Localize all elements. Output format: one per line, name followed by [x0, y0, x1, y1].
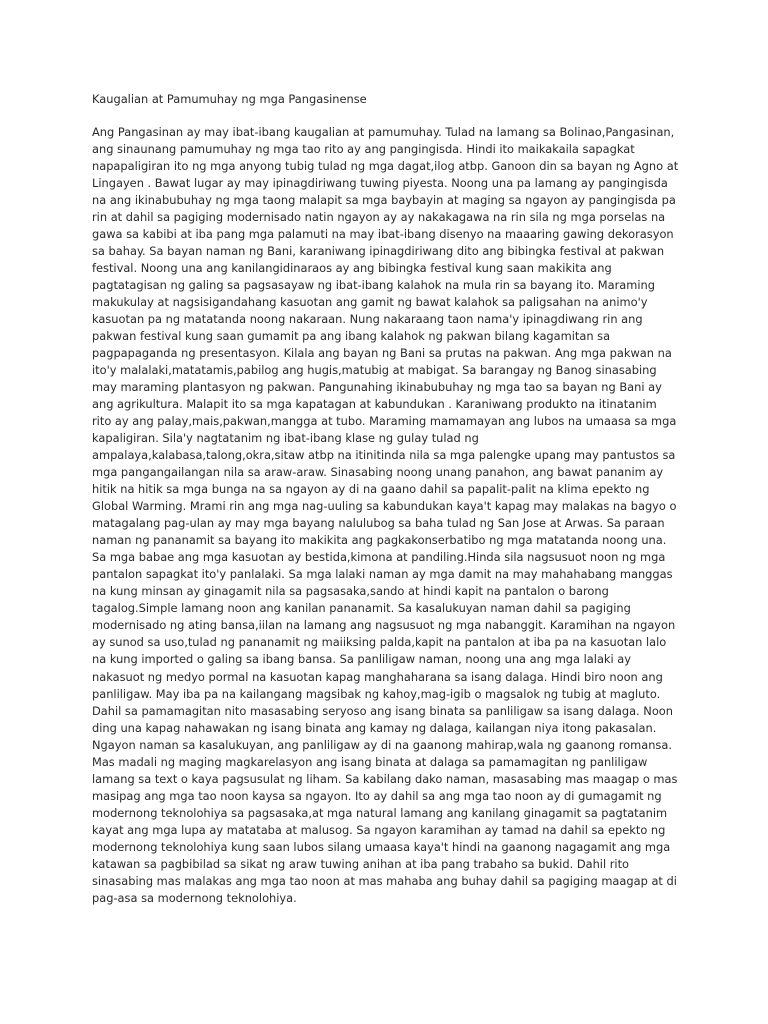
- body-text-line: nakasuot ng medyo pormal na kasuotan kapag manghaharana sa isang dalaga. Hindi biro noon ang: [92, 669, 663, 684]
- body-text-line: ito'y malalaki,matatamis,pabilog ang hugis,matubig at mabigat. Sa barangay ng Banog sinasabing: [92, 363, 657, 378]
- body-text-line: kasuotan pa ng matatanda noong nakaraan. Nung nakaraang taon nama'y ipinagdiwang rin ang: [92, 312, 643, 327]
- body-text-line: tagalog.Simple lamang noon ang kanilan pananamit. Sa kasalukuyan naman dahil sa pagiging: [92, 601, 631, 616]
- body-text-line: ang agrikultura. Malapit ito sa mga kapatagan at kabundukan . Karaniwang produkto na itinatanim: [92, 397, 657, 412]
- body-text-line: naman ng pananamit sa bayang ito makikita ang pagkakonserbatibo ng mga matatanda noong una.: [92, 533, 667, 548]
- body-text-line: ang sinaunang pamumuhay ng mga tao rito ay ang pangingisda. Hindi ito maikakaila sapagkat: [92, 142, 635, 157]
- body-text-line: na kung imported o galing sa ibang bansa. Sa panliligaw naman, noong una ang mga lalaki ay: [92, 652, 632, 667]
- body-text-line: Mas madali ng maging magkarelasyon ang isang binata at dalaga sa pamamagitan ng panliligaw: [92, 754, 648, 769]
- body-text-line: modernong teknolohiya kung saan lubos silang umaasa kaya't hindi na gaanong nagagamit ang mga: [92, 839, 671, 854]
- body-text-line: may maraming plantasyon ng pakwan. Pangunahing ikinabubuhay ng mga tao sa bayan ng Bani ay: [92, 380, 662, 395]
- body-text-line: sinasabing mas malakas ang mga tao noon at mas mahaba ang buhay dahil sa pagiging maagap at di: [92, 873, 677, 888]
- body-text-line: rin at dahil sa pagiging modernisado natin ngayon ay ay nakakagawa na rin sila ng mga porselas na: [92, 210, 666, 225]
- body-text-line: modernisado ng ating bansa,iilan na lamang ang nagsusuot ng mga nabanggit. Karamihan na ngayon: [92, 618, 676, 633]
- body-text-line: Lingayen . Bawat lugar ay may ipinagdiriwang tuwing piyesta. Noong una pa lamang ay pangingisda: [92, 176, 668, 191]
- body-text-line: kayat ang mga lupa ay matataba at malusog. Sa ngayon karamihan ay tamad na dahil sa epekto ng: [92, 822, 666, 837]
- document-body: [92, 124, 726, 907]
- body-text-line: Sa mga babae ang mga kasuotan ay bestida,kimona at pandiling.Hinda sila nagsusuot noon ng mga: [92, 550, 666, 565]
- body-text-line: Ang Pangasinan ay may ibat-ibang kaugalian at pamumuhay. Tulad na lamang sa Bolinao,Pangasinan,: [92, 125, 675, 139]
- body-text-line: makukulay at nagsisigandahang kasuotan ang gamit ng bawat kalahok sa paligsahan na animo'y: [92, 295, 648, 310]
- body-text-line: pagpapaganda ng presentasyon. Kilala ang bayan ng Bani sa prutas na pakwan. Ang mga pakwan na: [92, 346, 672, 361]
- body-text-line: mga pangangailangan nila sa araw-araw. Sinasabing noong unang panahon, ang bawat pananim ay: [92, 465, 664, 480]
- body-text-line: lamang sa text o kaya pagsusulat ng liham. Sa kabilang dako naman, masasabing mas maagap o mas: [92, 771, 678, 786]
- body-text-line: hitik na hitik sa mga bunga na sa ngayon ay di na gaano dahil sa papalit-palit na klima epekto ng: [92, 482, 650, 497]
- body-text-line: na kung minsan ay ginagamit nila sa pagsasaka,sando at hindi kapit na pantalon o barong: [92, 584, 609, 599]
- body-text-line: katawan sa pagbibilad sa sikat ng araw tuwing anihan at iba pang trabaho sa bukid. Dahil rito: [92, 856, 630, 871]
- body-text-line: ay sunod sa uso,tulad ng pananamit ng maiiksing palda,kapit na pantalon at iba pa na kasuotan lalo: [92, 635, 667, 650]
- body-text-line: ding una kapag nahawakan ng isang binata ang kamay ng dalaga, kailangan niya itong pakasalan.: [92, 720, 657, 735]
- body-text-line: Dahil sa pamamagitan nito masasabing seryoso ang isang binata sa panliligaw sa isang dalaga. Noon: [92, 703, 673, 718]
- body-text-line: pakwan festival kung saan gumamit pa ang ibang kalahok ng pakwan bilang kagamitan sa: [92, 329, 611, 344]
- body-text-line: kapaligiran. Sila'y nagtatanim ng ibat-ibang klase ng gulay tulad ng: [92, 431, 479, 446]
- body-text-line: panliligaw. May iba pa na kailangang magsibak ng kahoy,mag-igib o magsalok ng tubig at magluto.: [92, 686, 661, 701]
- body-text-line: sa bahay. Sa bayan naman ng Bani, karaniwang ipinagdiriwang dito ang bibingka festival at pakwan: [92, 244, 665, 259]
- body-text-line: modernong teknolohiya sa pagsasaka,at mga natural lamang ang kanilang ginagamit sa pagtatanim: [92, 805, 668, 820]
- body-text-line: pagtatagisan ng galing sa pagsasayaw ng ibat-ibang kalahok na mula rin sa bayang ito. Maraming: [92, 278, 655, 293]
- body-text-line: pantalon sapagkat ito'y panlalaki. Sa mga lalaki naman ay mga damit na may mahahabang manggas: [92, 567, 673, 582]
- body-text-line: ampalaya,kalabasa,talong,okra,sitaw atbp na itinitinda nila sa mga palengke upang may pantustos sa: [92, 448, 676, 463]
- body-text-line: rito ay ang palay,mais,pakwan,mangga at tubo. Maraming mamamayan ang lubos na umaasa sa mga: [92, 414, 677, 429]
- body-text-line: napapaligiran ito ng mga anyong tubig tulad ng mga dagat,ilog atbp. Ganoon din sa bayan ng Agno at: [92, 159, 679, 174]
- body-text-line: Global Warming. Mrami rin ang mga nag-uuling sa kabundukan kaya't kapag may malakas na bagyo o: [92, 499, 677, 514]
- body-text-line: Ngayon naman sa kasalukuyan, ang panliligaw ay di na gaanong mahirap,wala ng gaanong romansa.: [92, 737, 672, 752]
- body-text-line: festival. Noong una ang kanilangidinaraos ay ang bibingka festival kung saan makikita ang: [92, 261, 612, 276]
- body-text-line: na ang ikinabubuhay ng mga taong malapit sa mga baybayin at maging sa ngayon ay pangingisda pa: [92, 193, 676, 208]
- document-title: Kaugalian at Pamumuhay ng mga Pangasinense: [92, 92, 367, 106]
- document-page: [92, 91, 726, 907]
- body-text-line: pag-asa sa modernong teknolohiya.: [92, 890, 297, 905]
- body-text-line: masipag ang mga tao noon kaysa sa ngayon. Ito ay dahil sa ang mga tao noon ay di gumagamit ng: [92, 788, 662, 803]
- body-text-line: gawa sa kabibi at iba pang mga palamuti na may ibat-ibang disenyo na maaaring gawing dekorasyon: [92, 227, 674, 242]
- body-text-line: matagalang pag-ulan ay may mga bayang nalulubog sa baha tulad ng San Jose at Arwas. Sa paraan: [92, 516, 665, 531]
